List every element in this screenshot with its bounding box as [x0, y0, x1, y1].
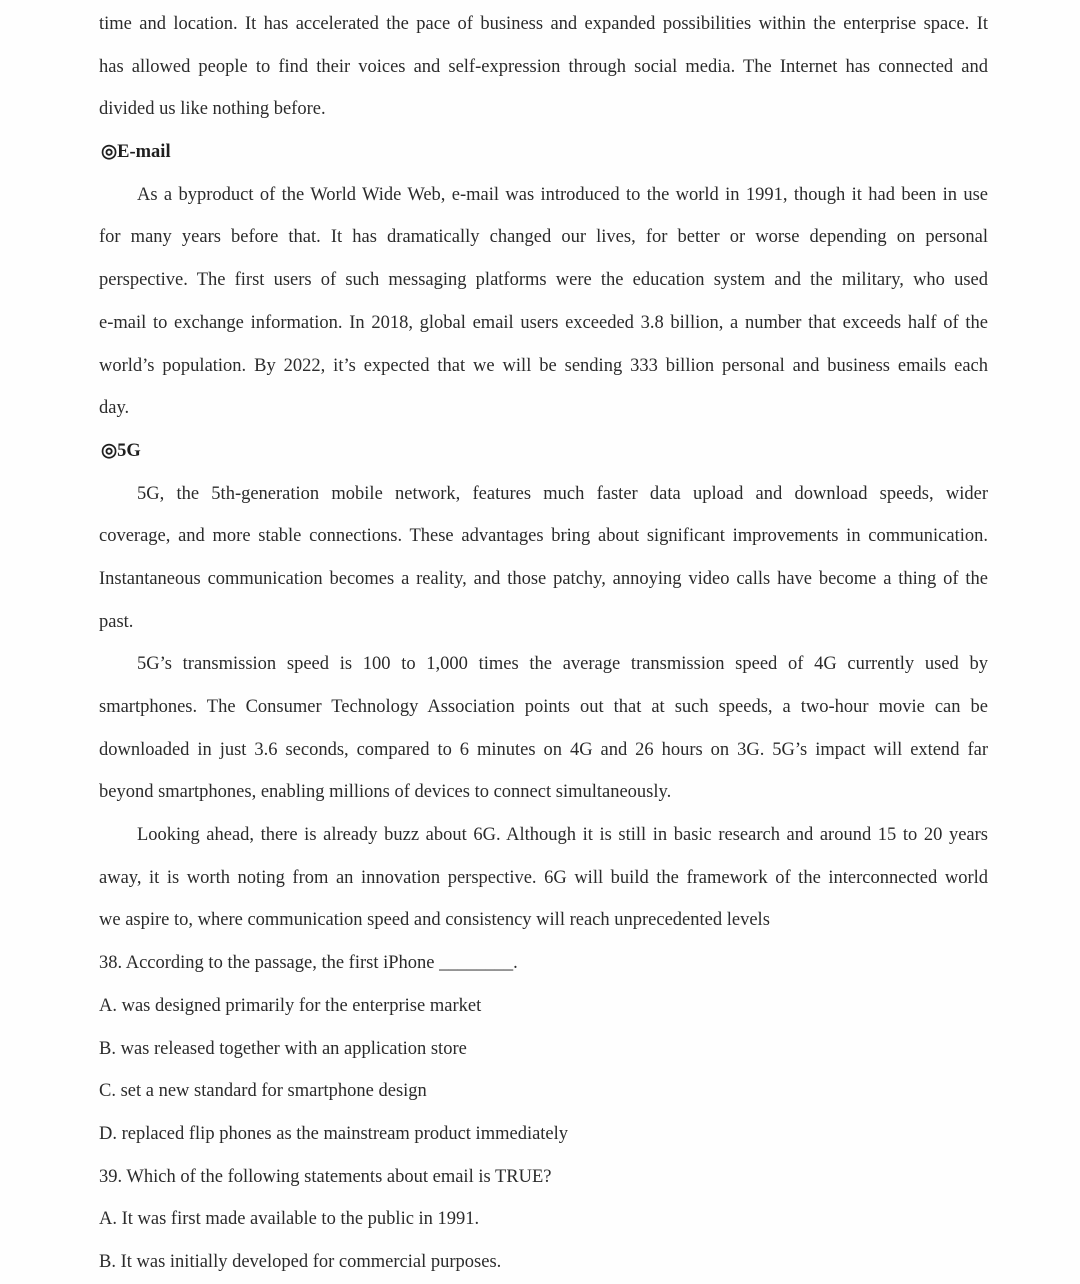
paragraph-line: perspective. The first users of such messaging platforms were the education system and the military, who used — [99, 270, 988, 291]
paragraph-line: Instantaneous communication becomes a reality, and those patchy, annoying video calls have become a thing of the — [99, 568, 988, 589]
answer-option-c: C. set a new standard for smartphone design — [99, 1081, 427, 1102]
paragraph-line: away, it is worth noting from an innovation perspective. 6G will build the framework of the interconnected world — [99, 867, 988, 888]
answer-option-d: D. replaced flip phones as the mainstream product immediately — [99, 1123, 569, 1144]
paragraph-line: downloaded in just 3.6 seconds, compared to 6 minutes on 4G and 26 hours on 3G. 5G’s impact will extend far — [99, 739, 988, 760]
question-38 — [99, 942, 988, 1155]
email-paragraph — [99, 174, 988, 430]
question-stem: 38. According to the passage, the first iPhone ________. — [99, 953, 518, 974]
paragraph-line: 5G, the 5th-generation mobile network, features much faster data upload and download speeds, wider — [137, 483, 988, 504]
paragraph-line: 5G’s transmission speed is 100 to 1,000 times the average transmission speed of 4G currently used by — [137, 654, 988, 675]
paragraph-line: divided us like nothing before. — [99, 99, 326, 120]
answer-option-a: A. was designed primarily for the enterprise market — [99, 995, 482, 1016]
5g-paragraph-1 — [99, 473, 988, 644]
paragraph-line: Looking ahead, there is already buzz about 6G. Although it is still in basic research and around 15 to 20 years — [137, 825, 988, 846]
paragraph-line: smartphones. The Consumer Technology Association points out that at such speeds, a two-hour movie can be — [99, 697, 988, 717]
paragraph-line: has allowed people to find their voices and self-expression through social media. The Internet has connected and — [99, 56, 988, 77]
paragraph-line: day. — [99, 398, 130, 419]
intro-paragraph — [99, 3, 988, 131]
paragraph-line: coverage, and more stable connections. These advantages bring about significant improvements in communication. — [99, 526, 988, 547]
answer-option-a: A. It was first made available to the public in 1991. — [99, 1209, 480, 1230]
paragraph-line: As a byproduct of the World Wide Web, e-mail was introduced to the world in 1991, though it had been in use — [137, 184, 988, 205]
section-heading: ◎5G — [101, 440, 141, 461]
section-heading: ◎E-mail — [101, 142, 171, 163]
5g-paragraph-2 — [99, 643, 988, 814]
paragraph-line: e-mail to exchange information. In 2018, global email users exceeded 3.8 billion, a number that exceeds half of the — [99, 312, 988, 333]
paragraph-line: we aspire to, where communication speed and consistency will reach unprecedented levels — [99, 910, 770, 931]
answer-option-b: B. It was initially developed for commercial purposes. — [99, 1251, 502, 1272]
paragraph-line: time and location. It has accelerated the pace of business and expanded possibilities within the enterprise space. It — [99, 14, 988, 34]
answer-option-b: B. was released together with an application store — [99, 1038, 467, 1059]
paragraph-line: for many years before that. It has dramatically changed our lives, for better or worse depending on personal — [99, 227, 988, 248]
question-stem: 39. Which of the following statements about email is TRUE? — [99, 1166, 552, 1187]
paragraph-line: beyond smartphones, enabling millions of devices to connect simultaneously. — [99, 782, 672, 803]
question-39 — [99, 1156, 988, 1284]
section-5g — [99, 430, 988, 942]
paragraph-line: world’s population. By 2022, it’s expected that we will be sending 333 billion personal and business emails each — [99, 355, 988, 376]
paragraph-line: past. — [99, 611, 134, 632]
5g-paragraph-3 — [99, 814, 988, 942]
section-email — [99, 131, 988, 430]
